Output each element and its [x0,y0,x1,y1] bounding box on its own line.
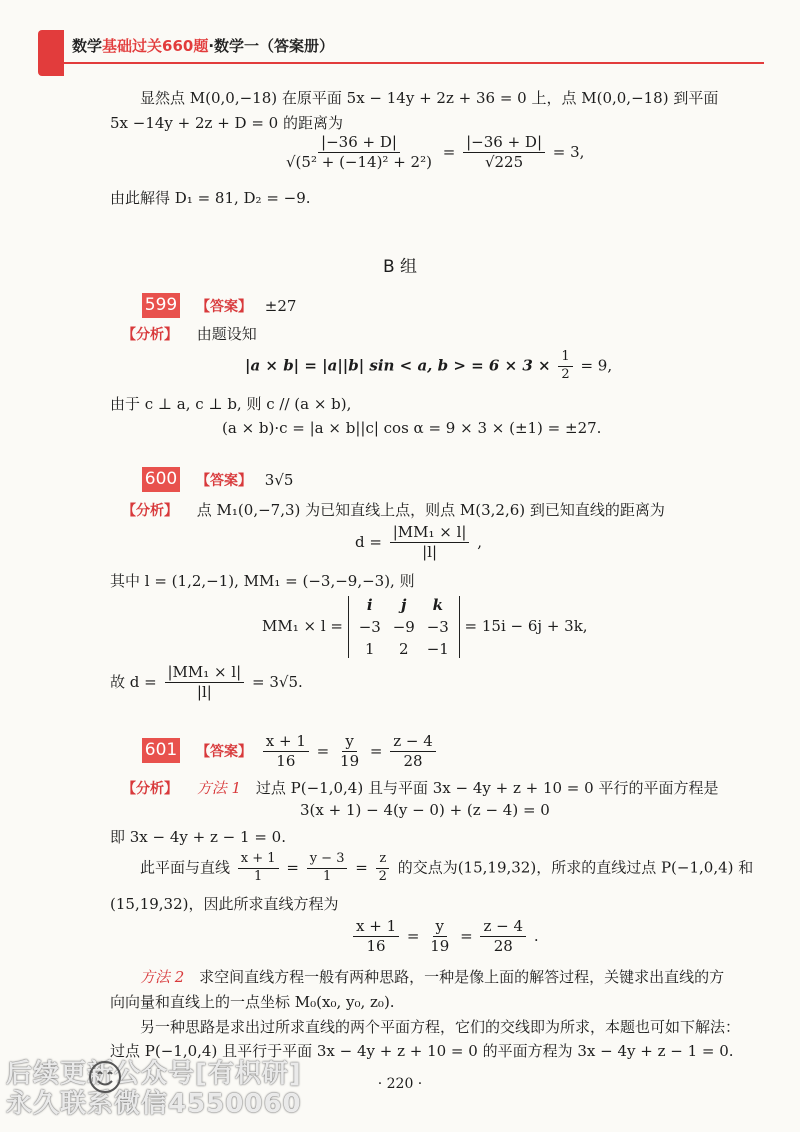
watermark-line1: 后续更新公众号[有枳研] [6,1059,302,1089]
top-line4: 由此解得 D₁ = 81, D₂ = −9. [110,189,311,207]
group-title: B 组 [382,257,418,277]
running-header [72,35,334,56]
analysis-601-line5: (15,19,32)，因此所求直线方程为 [110,895,339,913]
analysis-601-line3: 即 3x − 4y + z − 1 = 0. [110,828,286,846]
header-rule [64,62,764,64]
analysis-601-line4: 此平面与直线 $\frac{x + 1}{1}$ = $\frac{y - 3}{1}$ = $\frac{z}{2}$ 的交点为(15,19,32)，所求的直线过点 P(−1,0,4) 和 [140,851,754,884]
determinant: i j k −3 −9 −3 1 2 −1 [348,596,460,658]
analysis-601-line1: 【分析】 方法 1 过点 P(−1,0,4) 且与平面 3x − 4y + z + 10 = 0 平行的平面方程是 [122,779,719,797]
top-line1: 显然点 M(0,0,−18) 在原平面 5x − 14y + 2z + 36 = 0 上，点 M(0,0,−18) 到平面 [140,89,719,107]
distance-equation: $\frac{|-36 + D|}{\text{√(5² + (−14)² + 2²)}}$ = $\frac{|-36 + D|}{√225}$ = 3, [280,134,584,172]
final-distance: 故 d = $\frac{\text{|MM₁ × l|}}{|l|}$ = 3√5. [110,663,303,702]
method-2-line3: 另一种思路是求出过所求直线的两个平面方程，它们的交线即为所求，本题也可如下解法： [140,1018,741,1036]
analysis-599-eq2: (a × b)·c = |a × b||c| cos α = 9 × 3 × (±1) = ±27. [222,419,602,437]
analysis-600-line1: 【分析】 点 M₁(0,−7,3) 为已知直线上点，则点 M(3,2,6) 到已知直线的距离为 [122,501,665,519]
page-number: · 220 · [377,1076,423,1092]
method-2-line4: 过点 P(−1,0,4) 且平行于平面 3x − 4y + z + 10 = 0 的平面方程为 3x − 4y + z − 1 = 0. [110,1042,734,1060]
distance-formula: d = $\frac{\text{|MM₁ × l|}}{|l|}$ , [355,523,483,562]
smiley-icon [88,1060,122,1094]
analysis-601-line2: 3(x + 1) − 4(y − 0) + (z − 4) = 0 [300,801,550,819]
half-fraction: $\frac{1}{2}$ [558,350,572,383]
method-2-label: 方法 2 [140,968,185,986]
method-2-line1: 方法 2 求空间直线方程一般有两种思路，一种是像上面的解答过程，关键求出直线的方 [140,968,725,986]
top-line2: 5x −14y + 2z + D = 0 的距离为 [110,114,343,132]
determinant-equation: MM₁ × l = i j k −3 −9 −3 1 2 −1 = 15i − 6j + 3k, [262,596,588,658]
watermark-line2: 永久联系微信4550060 [6,1089,302,1119]
analysis-599-line1: 【分析】 由题设知 [122,325,257,343]
header-red-block [38,30,64,76]
cross-product-equation: |a × b| = |a||b| sin < a, b > = 6 × 3 × $\frac{1}{2}$ = 9, [245,349,613,382]
method-2-line2: 向向量和直线上的一点坐标 M₀(x₀, y₀, z₀). [110,993,395,1011]
answer-599: 【答案】 ±27 [196,297,297,315]
header-book-part3: ·数学一（答案册） [208,37,335,55]
answer-600: 【答案】 3√5 [196,471,294,489]
method-1-label: 方法 1 [196,779,242,797]
answer-601: 【答案】 $\frac{x + 1}{16}$ = $\frac{y}{19}$ = $\frac{z - 4}{28}$ [196,733,439,771]
question-number-600: 600 [142,467,180,492]
question-number-601: 601 [142,738,180,763]
distance-fraction-2: $\frac{|-36 + D|}{√225}$ [463,134,545,172]
header-book-part1: 数学 [72,37,103,55]
analysis-600-line3: 其中 l = (1,2,−1), MM₁ = (−3,−9,−3), 则 [110,572,415,590]
distance-fraction-1: $\frac{|-36 + D|}{\text{√(5² + (−14)² + 2²)}}$ [286,133,432,172]
question-number-599: 599 [142,293,180,318]
analysis-599-line3: 由于 c ⊥ a, c ⊥ b, 则 c // (a × b), [110,395,352,413]
final-line-equation: $\frac{x + 1}{16}$ = $\frac{y}{19}$ = $\frac{z - 4}{28}$ . [350,918,539,956]
header-book-part2: 基础过关660题 [102,37,209,55]
